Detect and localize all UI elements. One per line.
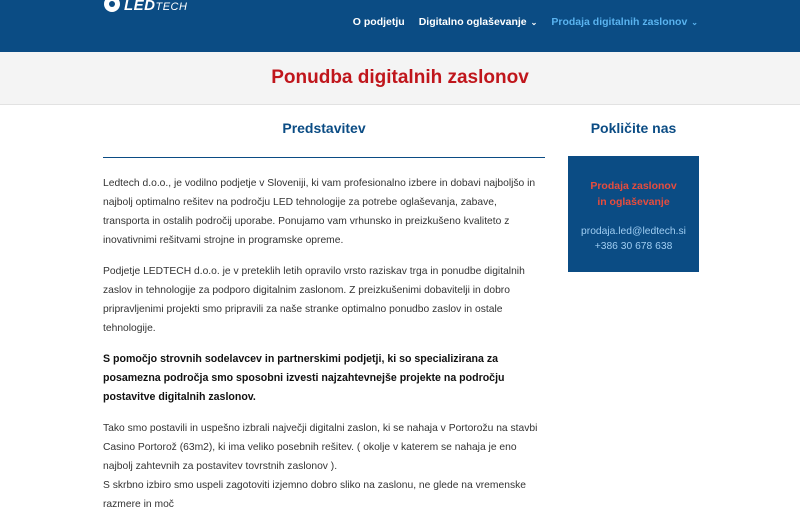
contact-card [568,156,699,272]
divider [103,157,545,158]
contact-email-link[interactable]: prodaja.led@ledtech.si [581,226,686,237]
nav-item-prodaja-zaslonov[interactable] [551,16,698,28]
paragraph-portoroz: Tako smo postavili in uspešno izbrali največji digitalni zaslon, ki se nahaja v Portorožu na stavbi Casino Portorož (63m2), ki ima veliko posebnih rešitev. ( okolje v katerem se nahaja je eno najbolj zahtevnih za postavitev tovrstnih zaslonov ). [103,423,538,472]
paragraph-intro: Ledtech d.o.o., je vodilno podjetje v Sloveniji, ki vam profesionalno izbere in dobavi najboljšo in najbolj optimalno rešitev na področju LED tehnologije za potrebe oglaševanja, zabave, transporta in ostalih področij uporabe. Ponujamo vam vrhunsko in preizkušeno kvaliteto z inovativnimi rešitvami strojne in programske opreme. [103,178,536,246]
paragraph-partners: S pomočjo strovnih sodelavcev in partnerskimi podjetji, ki so specializirana za posamezna področja smo sposobni izvesti najzahtevnejše projekte na področju postavitve digitalnih zaslonov. [103,353,505,403]
nav-label: Prodaja digitalnih zaslonov [551,16,688,28]
contact-card-heading: Prodaja zaslonov in oglaševanje [590,180,677,208]
chevron-down-icon: ⌄ [691,17,698,27]
page-hero [0,52,800,105]
chevron-down-icon: ⌄ [530,17,538,27]
page-title: Ponudba digitalnih zaslonov [271,67,529,88]
section-title: Predstavitev [282,120,366,136]
main-content [103,120,545,514]
nav-item-digitalno-oglasevanje[interactable] [419,16,538,28]
nav-item-o-podjetju[interactable] [353,16,405,28]
sidebar [568,120,699,272]
sidebar-title: Pokličite nas [590,120,677,136]
main-nav [353,16,698,28]
nav-label: O podjetju [352,16,405,28]
logo-text: LEDTECH [124,0,188,14]
nav-label: Digitalno oglaševanje [418,16,527,28]
top-navigation-bar [0,0,800,52]
logo-circle-icon [104,0,120,12]
ledtech-logo[interactable] [104,0,187,20]
paragraph-research: Podjetje LEDTECH d.o.o. je v preteklih letih opravilo vrsto raziskav trga in ponudbe digitalnih zaslov in tehnologije za podporo digitalnim zaslonom. Z preizkušenimi dobavitelji in dobro pripravljenimi projekti smo pripravili za naše stranke optimalno ponudbo zaslov in ostale tehnologije. [103,266,525,334]
contact-phone-link[interactable]: +386 30 678 638 [594,241,673,252]
paragraph-image-quality: S skrbno izbiro smo uspeli zagotoviti izjemno dobro sliko na zaslonu, ne glede na vremenske razmere in moč [103,480,526,510]
